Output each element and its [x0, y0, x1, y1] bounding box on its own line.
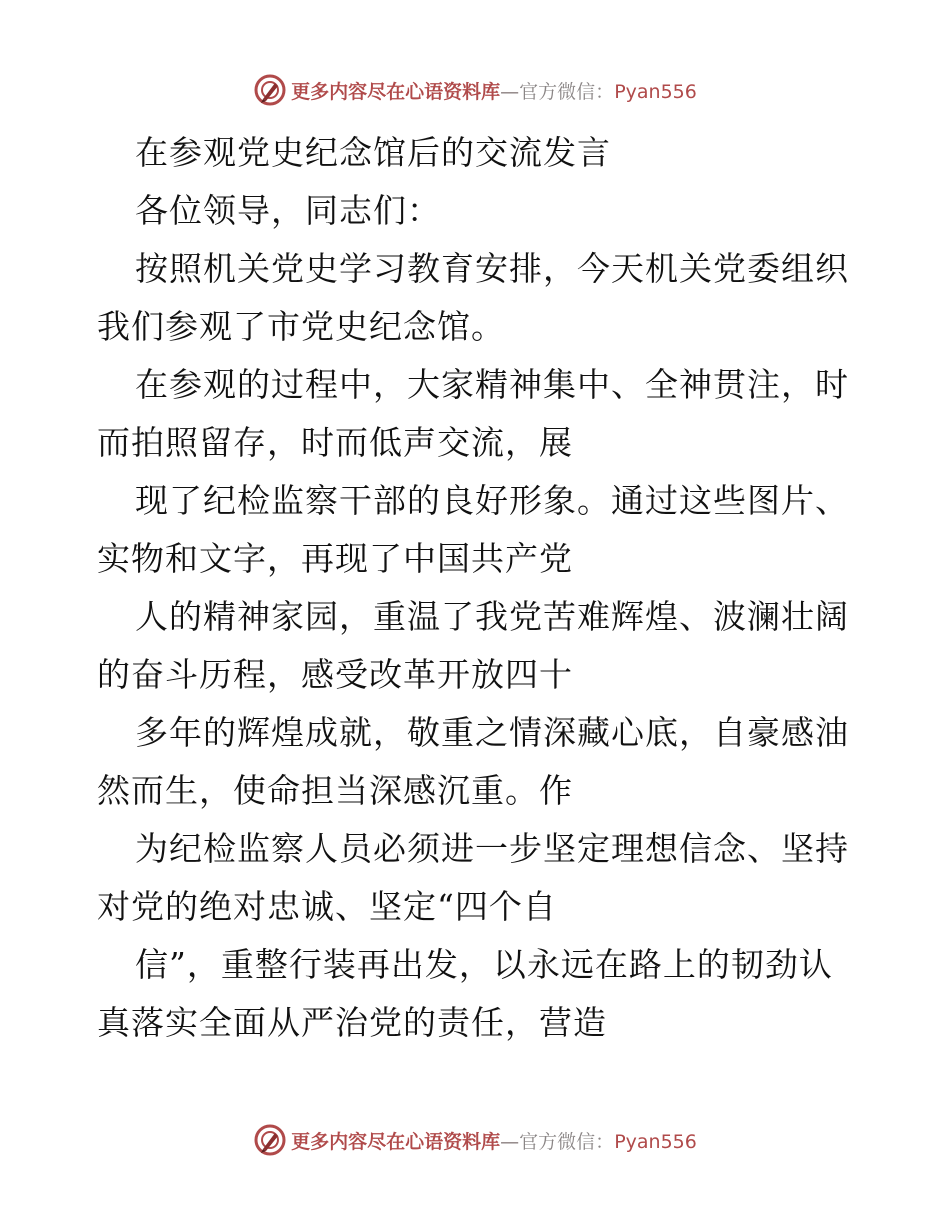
paragraph-line: 的奋斗历程，感受改革开放四十 [97, 655, 573, 694]
footer-banner [0, 1120, 950, 1160]
paragraph-line: 真落实全面从严治党的责任，营造 [97, 1003, 607, 1042]
paragraph-line: 现了纪检监察干部的良好形象。通过这些图片、 [135, 481, 849, 520]
paragraph-line: 实物和文字，再现了中国共产党 [97, 539, 573, 578]
paragraph-line: 人的精神家园，重温了我党苦难辉煌、波澜壮阔 [135, 597, 849, 636]
pen-circle-logo-icon [253, 73, 287, 107]
paragraph-line: 然而生，使命担当深感沉重。作 [97, 771, 573, 810]
banner-wechat-id: Pyan556 [614, 80, 697, 103]
document-title: 在参观党史纪念馆后的交流发言 [135, 133, 611, 172]
paragraph-line: 按照机关党史学习教育安排，今天机关党委组织 [135, 249, 849, 288]
paragraph-line: 为纪检监察人员必须进一步坚定理想信念、坚持 [135, 829, 849, 868]
banner-text [291, 77, 697, 104]
paragraph-line: 在参观的过程中，大家精神集中、全神贯注，时 [135, 365, 849, 404]
banner-main-text: 更多内容尽在心语资料库 [291, 80, 501, 103]
banner-wechat-label: 官方微信： [519, 1130, 615, 1153]
pen-circle-logo-icon [253, 1123, 287, 1157]
paragraph-line: 对党的绝对忠诚、坚定“四个自 [97, 887, 557, 926]
banner-separator: — [500, 80, 520, 103]
banner-main-text: 更多内容尽在心语资料库 [291, 1130, 501, 1153]
document-body [97, 124, 857, 1052]
paragraph-line: 我们参观了市党史纪念馆。 [97, 307, 505, 346]
salutation: 各位领导，同志们： [135, 191, 441, 230]
banner-wechat-label: 官方微信： [519, 80, 615, 103]
paragraph-line: 而拍照留存，时而低声交流，展 [97, 423, 573, 462]
banner-wechat-id: Pyan556 [614, 1130, 697, 1153]
paragraph-line: 信”，重整行装再出发，以永远在路上的韧劲认 [135, 945, 833, 984]
paragraph-line: 多年的辉煌成就，敬重之情深藏心底，自豪感油 [135, 713, 849, 752]
banner-text [291, 1127, 697, 1154]
banner-separator: — [500, 1130, 520, 1153]
header-banner [0, 70, 950, 110]
